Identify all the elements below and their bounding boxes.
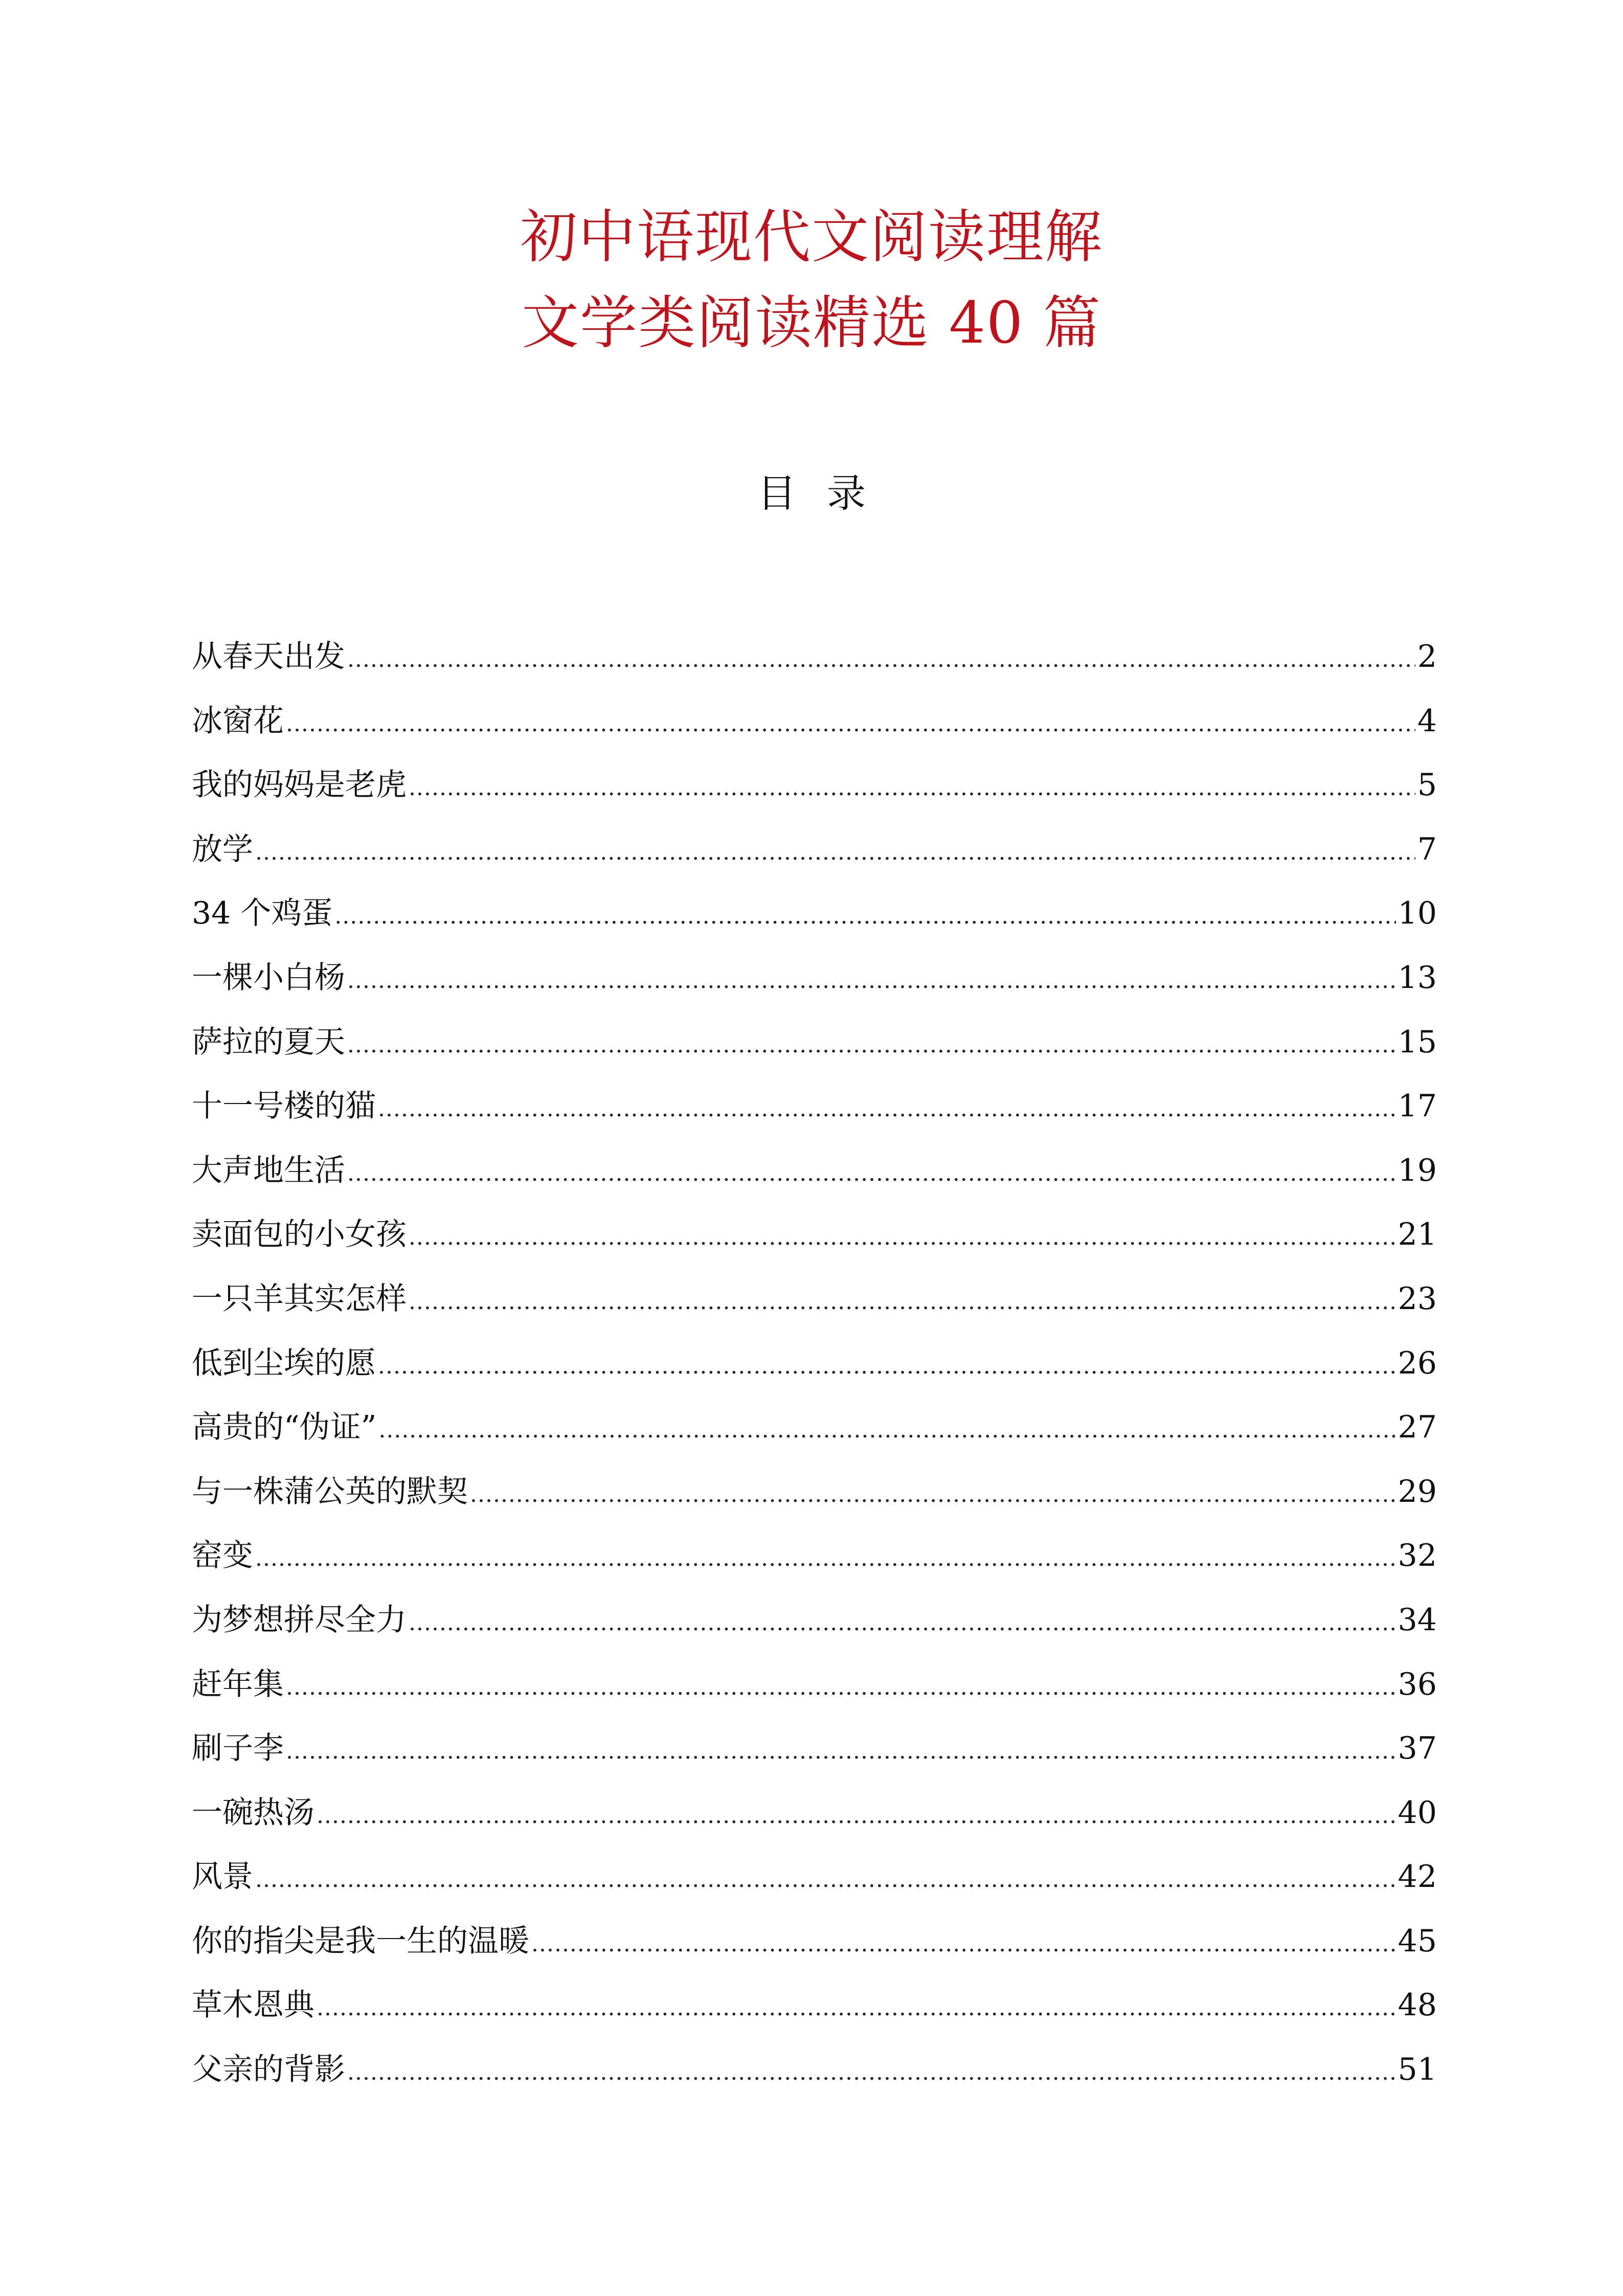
- toc-dot-leader: [409, 1270, 1396, 1334]
- toc-entry-page-number: 15: [1397, 1024, 1437, 1060]
- toc-entry-page-number: 26: [1397, 1345, 1437, 1381]
- toc-entry[interactable]: [192, 818, 1437, 882]
- document-title-line-1: 初中语现代文阅读理解: [520, 204, 1103, 271]
- toc-dot-leader: [347, 627, 1415, 692]
- toc-entry-title: 一棵小白杨: [192, 959, 345, 996]
- toc-entry[interactable]: [192, 1781, 1437, 1845]
- toc-entry-page-number: 27: [1397, 1409, 1437, 1446]
- toc-dot-leader: [286, 1719, 1396, 1784]
- toc-entry-page-number: 17: [1397, 1088, 1437, 1124]
- toc-dot-leader: [531, 1912, 1396, 1976]
- toc-entry[interactable]: [192, 1267, 1437, 1332]
- toc-entry[interactable]: [192, 1332, 1437, 1396]
- toc-entry-page-number: 13: [1397, 959, 1437, 996]
- toc-entry[interactable]: [192, 1973, 1437, 2038]
- toc-entry-page-number: 36: [1397, 1666, 1437, 1702]
- toc-entry-page-number: 10: [1397, 895, 1437, 932]
- toc-entry[interactable]: [192, 1460, 1437, 1524]
- toc-entry[interactable]: [192, 1845, 1437, 1909]
- toc-dot-leader: [255, 1526, 1396, 1591]
- toc-entry-page-number: 42: [1397, 1859, 1437, 1895]
- toc-entry-page-number: 4: [1417, 703, 1437, 739]
- toc-entry-title: 低到尘埃的愿: [192, 1345, 376, 1381]
- toc-entry-title: 风景: [192, 1859, 253, 1895]
- toc-dot-leader: [378, 1398, 1395, 1462]
- toc-entry-title: 一只羊其实怎样: [192, 1280, 407, 1317]
- toc-entry[interactable]: [192, 1653, 1437, 1717]
- toc-dot-leader: [347, 2040, 1396, 2105]
- toc-entry-title: 窑变: [192, 1538, 253, 1574]
- toc-entry[interactable]: [192, 689, 1437, 754]
- toc-entry[interactable]: [192, 1074, 1437, 1139]
- toc-entry[interactable]: [192, 946, 1437, 1010]
- toc-entry-page-number: 45: [1397, 1923, 1437, 1959]
- toc-dot-leader: [378, 1077, 1396, 1141]
- toc-entry-page-number: 40: [1397, 1794, 1437, 1831]
- toc-entry-page-number: 7: [1417, 831, 1437, 867]
- toc-dot-leader: [317, 1976, 1396, 2040]
- toc-entry-page-number: 5: [1417, 767, 1437, 803]
- toc-dot-leader: [409, 756, 1415, 820]
- toc-dot-leader: [334, 884, 1395, 949]
- toc-entry-title: 赶年集: [192, 1666, 284, 1702]
- toc-entry-title: 卖面包的小女孩: [192, 1217, 407, 1253]
- toc-entry[interactable]: [192, 625, 1437, 689]
- toc-entry-page-number: 48: [1397, 1987, 1437, 2023]
- toc-dot-leader: [347, 1141, 1396, 1206]
- toc-entry[interactable]: [192, 2038, 1437, 2102]
- toc-entry-page-number: 19: [1397, 1152, 1437, 1188]
- toc-entry[interactable]: [192, 1395, 1437, 1460]
- toc-heading: 目录: [757, 470, 896, 516]
- toc-entry-title: 刷子李: [192, 1730, 284, 1767]
- toc-entry-page-number: 23: [1397, 1280, 1437, 1317]
- toc-entry-title: 为梦想拼尽全力: [192, 1602, 407, 1638]
- toc-dot-leader: [255, 1848, 1396, 1912]
- toc-entry-title: 放学: [192, 831, 253, 867]
- toc-dot-leader: [409, 1205, 1396, 1270]
- toc-entry-title: 冰窗花: [192, 703, 284, 739]
- toc-entry[interactable]: [192, 1203, 1437, 1267]
- toc-entry-page-number: 21: [1397, 1217, 1437, 1253]
- toc-entry-title: 萨拉的夏天: [192, 1024, 345, 1060]
- toc-entry-title: 从春天出发: [192, 639, 345, 674]
- toc-entry-page-number: 32: [1397, 1538, 1437, 1574]
- toc-entry[interactable]: [192, 1909, 1437, 1974]
- toc-entry-title: 大声地生活: [192, 1152, 345, 1188]
- toc-dot-leader: [470, 1462, 1396, 1527]
- toc-dot-leader: [255, 820, 1415, 885]
- toc-entry-title: 与一株蒲公英的默契: [192, 1473, 468, 1510]
- toc-entry-title: 我的妈妈是老虎: [192, 767, 407, 803]
- toc-entry-page-number: 37: [1397, 1730, 1437, 1767]
- toc-entry-title: 34 个鸡蛋: [192, 895, 333, 932]
- toc-dot-leader: [286, 1655, 1396, 1720]
- toc-dot-leader: [347, 949, 1396, 1013]
- toc-entry-title: 一碗热汤: [192, 1794, 314, 1831]
- toc-entry[interactable]: [192, 1717, 1437, 1781]
- toc-entry-title: 高贵的“伪证”: [192, 1409, 377, 1446]
- toc-entry[interactable]: [192, 882, 1437, 946]
- toc-entry-title: 父亲的背影: [192, 2052, 345, 2088]
- toc-entry[interactable]: [192, 1524, 1437, 1588]
- document-title-line-2: 文学类阅读精选 40 篇: [522, 290, 1101, 356]
- toc-entry-page-number: 29: [1397, 1473, 1437, 1510]
- toc-entry[interactable]: [192, 1010, 1437, 1075]
- toc-entry-page-number: 51: [1397, 2052, 1437, 2088]
- toc-entry-page-number: 2: [1417, 639, 1437, 674]
- toc-dot-leader: [286, 692, 1415, 756]
- toc-dot-leader: [409, 1591, 1396, 1655]
- toc-entry-page-number: 34: [1397, 1602, 1437, 1638]
- toc-dot-leader: [347, 1013, 1396, 1077]
- toc-entry[interactable]: [192, 1588, 1437, 1653]
- toc-dot-leader: [378, 1334, 1396, 1399]
- toc-entry-title: 你的指尖是我一生的温暖: [192, 1923, 529, 1959]
- toc-entry[interactable]: [192, 1139, 1437, 1203]
- toc-entry-title: 草木恩典: [192, 1987, 314, 2023]
- toc-entry-title: 十一号楼的猫: [192, 1088, 376, 1124]
- toc-entry[interactable]: [192, 753, 1437, 818]
- title-block: [0, 194, 1623, 366]
- toc-dot-leader: [317, 1784, 1396, 1848]
- table-of-contents: [192, 625, 1437, 2102]
